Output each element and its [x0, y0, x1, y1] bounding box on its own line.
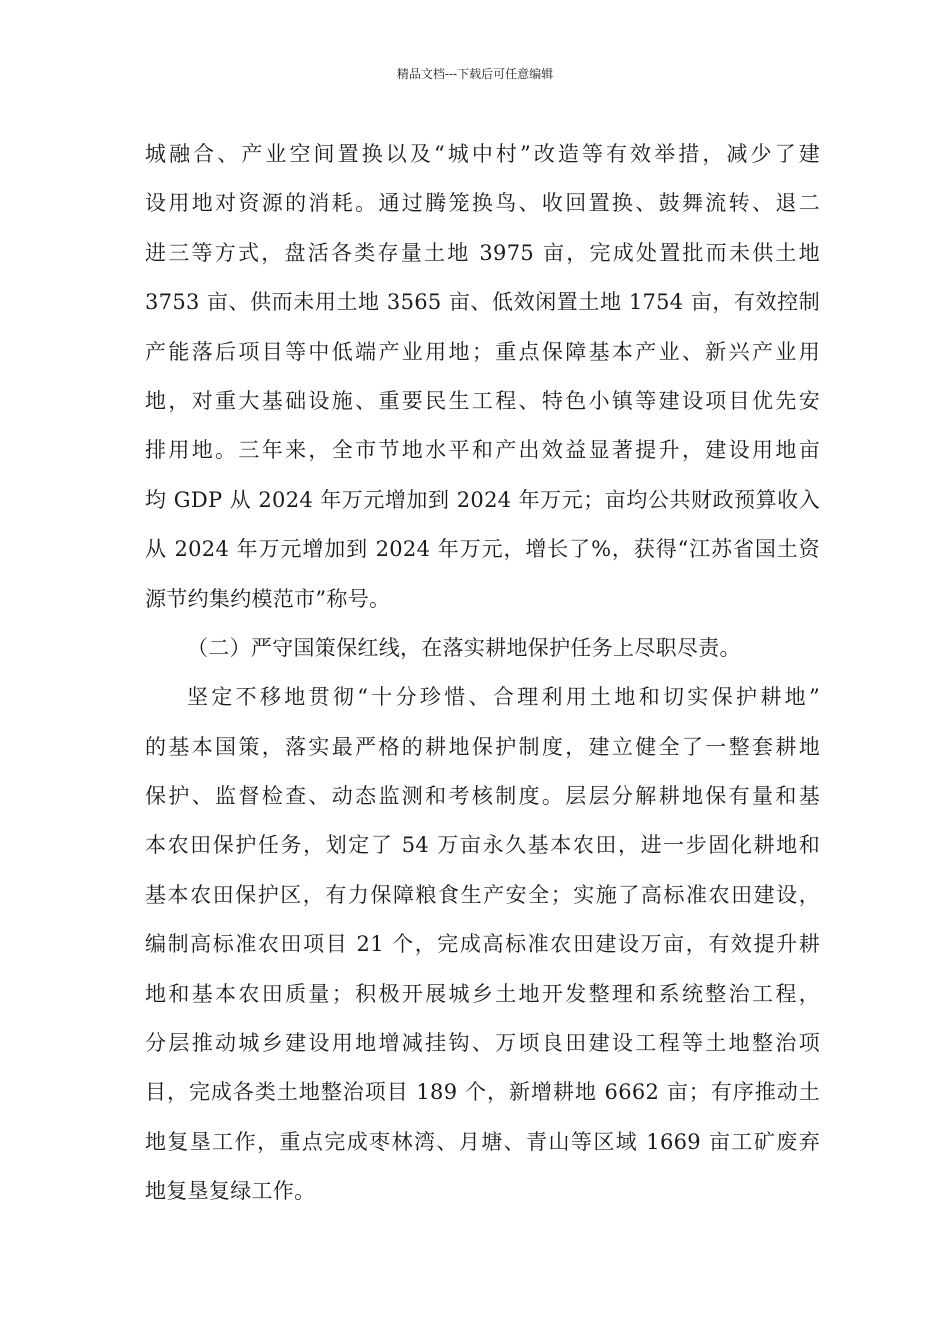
text-line: 本农田保护任务，划定了 54 万亩永久基本农田，进一步固化耕地和 [145, 833, 820, 858]
document-body [145, 130, 820, 1217]
text-line: 分层推动城乡建设用地增减挂钩、万顷良田建设工程等土地整治项 [145, 1031, 820, 1056]
text-line: 从 2024 年万元增加到 2024 年万元，增长了%，获得“江苏省国土资 [145, 537, 820, 562]
text-line: 地和基本农田质量；积极开展城乡土地开发整理和系统整治工程， [145, 981, 820, 1006]
text-line: 的基本国策，落实最严格的耕地保护制度，建立健全了一整套耕地 [145, 734, 820, 759]
text-line: 保护、监督检查、动态监测和考核制度。层层分解耕地保有量和基 [145, 784, 820, 809]
text-line: 坚定不移地贯彻“十分珍惜、合理利用土地和切实保护耕地” [187, 685, 820, 710]
text-line: 均 GDP 从 2024 年万元增加到 2024 年万元；亩均公共财政预算收入 [145, 487, 820, 512]
text-line: 排用地。三年来，全市节地水平和产出效益显著提升，建设用地亩 [145, 438, 820, 463]
text-line: 源节约集约模范市”称号。 [145, 586, 391, 611]
text-line: 进三等方式，盘活各类存量土地 3975 亩，完成处置批而未供土地 [145, 240, 820, 265]
text-line: 产能落后项目等中低端产业用地；重点保障基本产业、新兴产业用 [145, 339, 820, 364]
page-header: 精品文档---下载后可任意编辑 [396, 67, 554, 81]
text-line: 设用地对资源的消耗。通过腾笼换鸟、收回置换、鼓舞流转、退二 [145, 191, 820, 216]
text-line: 3753 亩、供而未用土地 3565 亩、低效闲置土地 1754 亩，有效控制 [145, 290, 820, 315]
text-line: 地，对重大基础设施、重要民生工程、特色小镇等建设项目优先安 [145, 388, 820, 413]
text-line: （二）严守国策保红线，在落实耕地保护任务上尽职尽责。 [187, 635, 741, 660]
text-line: 编制高标准农田项目 21 个，完成高标准农田建设万亩，有效提升耕 [145, 932, 820, 957]
text-line: 城融合、产业空间置换以及“城中村”改造等有效举措，减少了建 [145, 142, 820, 166]
text-line: 目，完成各类土地整治项目 189 个，新增耕地 6662 亩；有序推动土 [145, 1080, 820, 1105]
text-line: 地复垦工作，重点完成枣林湾、月塘、青山等区域 1669 亩工矿废弃 [145, 1129, 820, 1154]
text-line: 基本农田保护区，有力保障粮食生产安全；实施了高标准农田建设， [145, 882, 820, 907]
text-line: 地复垦复绿工作。 [145, 1179, 316, 1204]
